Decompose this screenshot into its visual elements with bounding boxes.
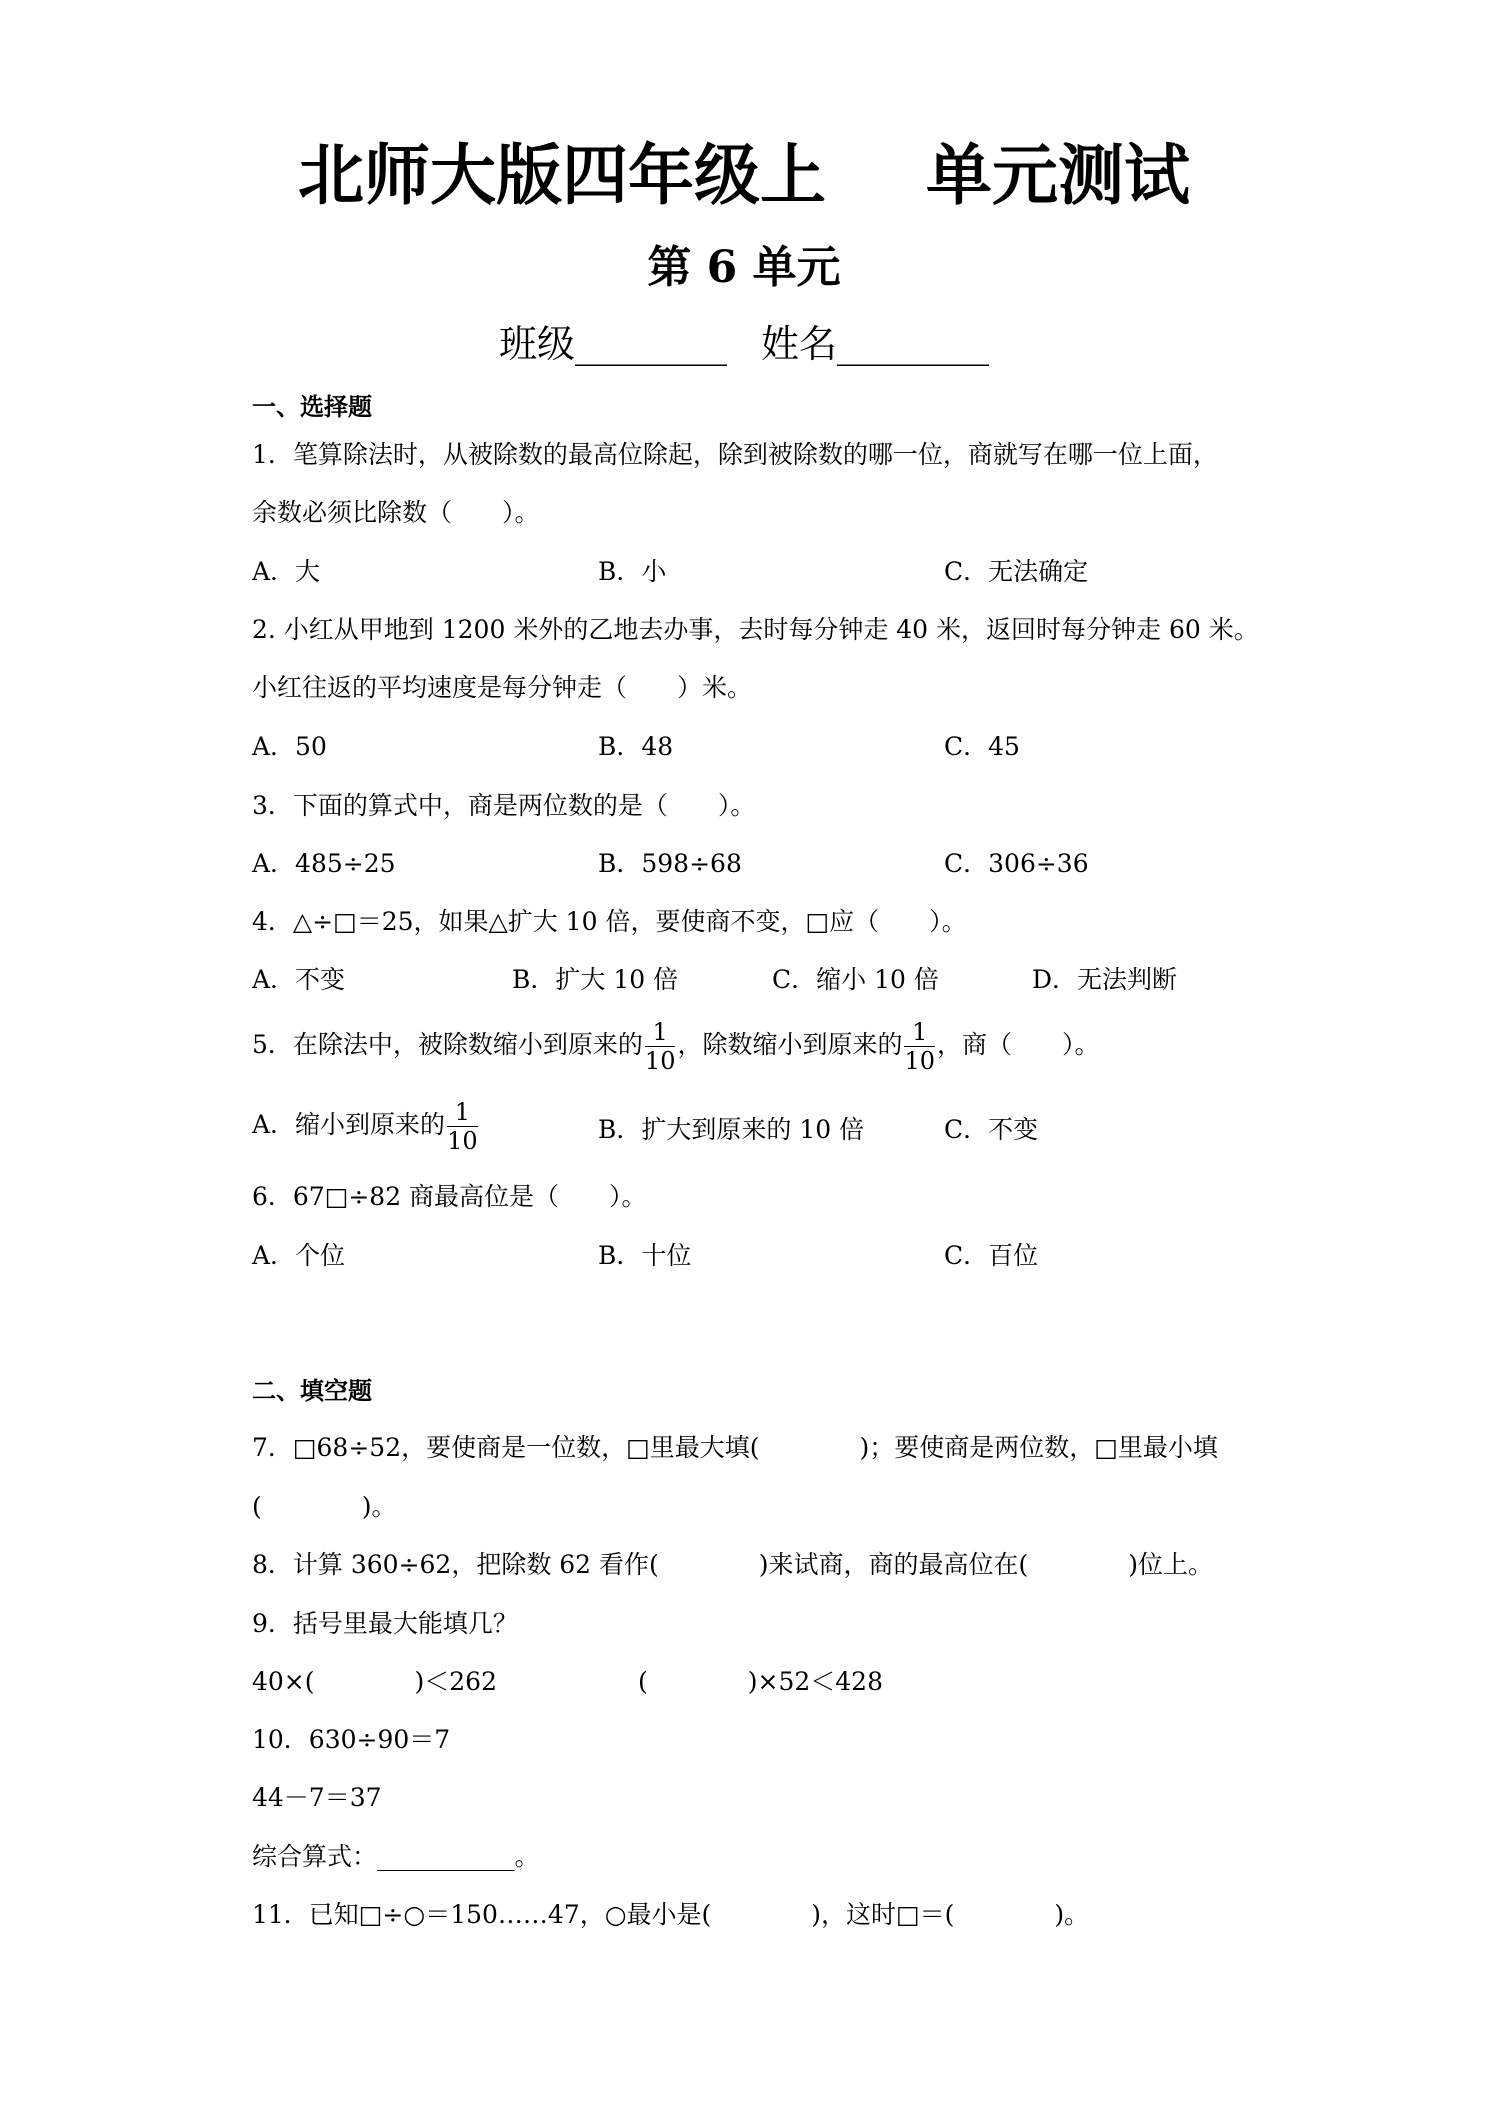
q6-option-a: A．个位 xyxy=(252,1241,346,1270)
unit-subtitle: 第 6 单元 xyxy=(647,242,841,293)
q2-option-b: B．48 xyxy=(598,732,674,761)
q5-frac1-den: 10 xyxy=(644,1047,676,1075)
q3-option-c: C．306÷36 xyxy=(944,849,1089,878)
q4-option-b: B．扩大 10 倍 xyxy=(512,965,679,994)
class-field: 班级________ xyxy=(498,322,727,366)
q5-frac1-num: 1 xyxy=(645,1018,676,1047)
q5-option-a-fraction xyxy=(447,1098,478,1155)
q11-line1: 11．已知□÷○＝150……47，○最小是( )，这时□＝( )。 xyxy=(252,1900,1090,1929)
student-info xyxy=(0,320,1488,368)
q6-option-c: C．百位 xyxy=(944,1241,1039,1270)
q1-option-a: A．大 xyxy=(252,557,321,586)
q5-option-b: B．扩大到原来的 10 倍 xyxy=(598,1115,865,1144)
q5-pre: 5．在除法中，被除数缩小到原来的 xyxy=(252,1030,643,1059)
q3-option-a: A．485÷25 xyxy=(252,849,396,878)
q9-part-a: 40×( )＜262 xyxy=(252,1667,497,1696)
q5-option-a xyxy=(252,1098,480,1155)
q6-line1: 6．67□÷82 商最高位是（ ）。 xyxy=(252,1182,647,1211)
q10-line2: 44－7＝37 xyxy=(252,1783,382,1812)
q5-post: ，商（ ）。 xyxy=(937,1030,1100,1059)
section-heading-fill: 二、填空题 xyxy=(252,1376,372,1405)
title-left: 北师大版四年级上 xyxy=(298,137,826,214)
name-field: 姓名________ xyxy=(761,322,990,366)
q7-line2: ( )。 xyxy=(252,1492,397,1521)
q4-option-d: D．无法判断 xyxy=(1032,965,1178,994)
q2-option-c: C．45 xyxy=(944,732,1020,761)
q5-frac2-num: 1 xyxy=(904,1018,935,1047)
q2-line2: 小红往返的平均速度是每分钟走（ ）米。 xyxy=(252,673,753,702)
q5-option-a-text: A．缩小到原来的 xyxy=(252,1110,446,1139)
section-heading-choice: 一、选择题 xyxy=(252,392,372,421)
q5-opt-frac-num: 1 xyxy=(447,1098,478,1127)
q4-option-a: A．不变 xyxy=(252,965,346,994)
q2-line1: 2. 小红从甲地到 1200 米外的乙地去办事，去时每分钟走 40 米，返回时每分钟走 60 米。 xyxy=(252,615,1259,644)
q8-line1: 8．计算 360÷62，把除数 62 看作( )来试商，商的最高位在( )位上。 xyxy=(252,1550,1214,1579)
q10-line1: 10．630÷90＝7 xyxy=(252,1725,451,1754)
q6-option-b: B．十位 xyxy=(598,1241,692,1270)
q9-part-b: ( )×52＜428 xyxy=(638,1667,883,1696)
q5-frac2-den: 10 xyxy=(904,1047,936,1075)
q1-option-c: C．无法确定 xyxy=(944,557,1089,586)
q3-option-b: B．598÷68 xyxy=(598,849,742,878)
q3-line1: 3．下面的算式中，商是两位数的是（ ）。 xyxy=(252,791,756,820)
q1-line2: 余数必须比除数（ ）。 xyxy=(252,498,540,527)
title-right: 单元测试 xyxy=(926,137,1190,214)
q4-line1: 4．△÷□＝25，如果△扩大 10 倍，要使商不变，□应（ ）。 xyxy=(252,907,967,936)
q7-line1: 7．□68÷52，要使商是一位数，□里最大填( )；要使商是两位数，□里最小填 xyxy=(252,1433,1218,1462)
q5-option-c: C．不变 xyxy=(944,1115,1039,1144)
q1-line1: 1．笔算除法时，从被除数的最高位除起，除到被除数的哪一位，商就写在哪一位上面， xyxy=(252,440,1218,469)
page-title xyxy=(0,136,1488,216)
q5-fraction-1 xyxy=(645,1018,676,1075)
q9-line1: 9．括号里最大能填几？ xyxy=(252,1609,518,1638)
q5-opt-frac-den: 10 xyxy=(447,1127,478,1155)
q5-line1 xyxy=(252,1018,1100,1075)
q1-option-b: B．小 xyxy=(598,557,667,586)
q10-line3: 综合算式：___________。 xyxy=(252,1842,540,1871)
q5-mid: ，除数缩小到原来的 xyxy=(677,1030,903,1059)
q4-option-c: C．缩小 10 倍 xyxy=(772,965,939,994)
q2-option-a: A．50 xyxy=(252,732,327,761)
q5-fraction-2 xyxy=(904,1018,935,1075)
